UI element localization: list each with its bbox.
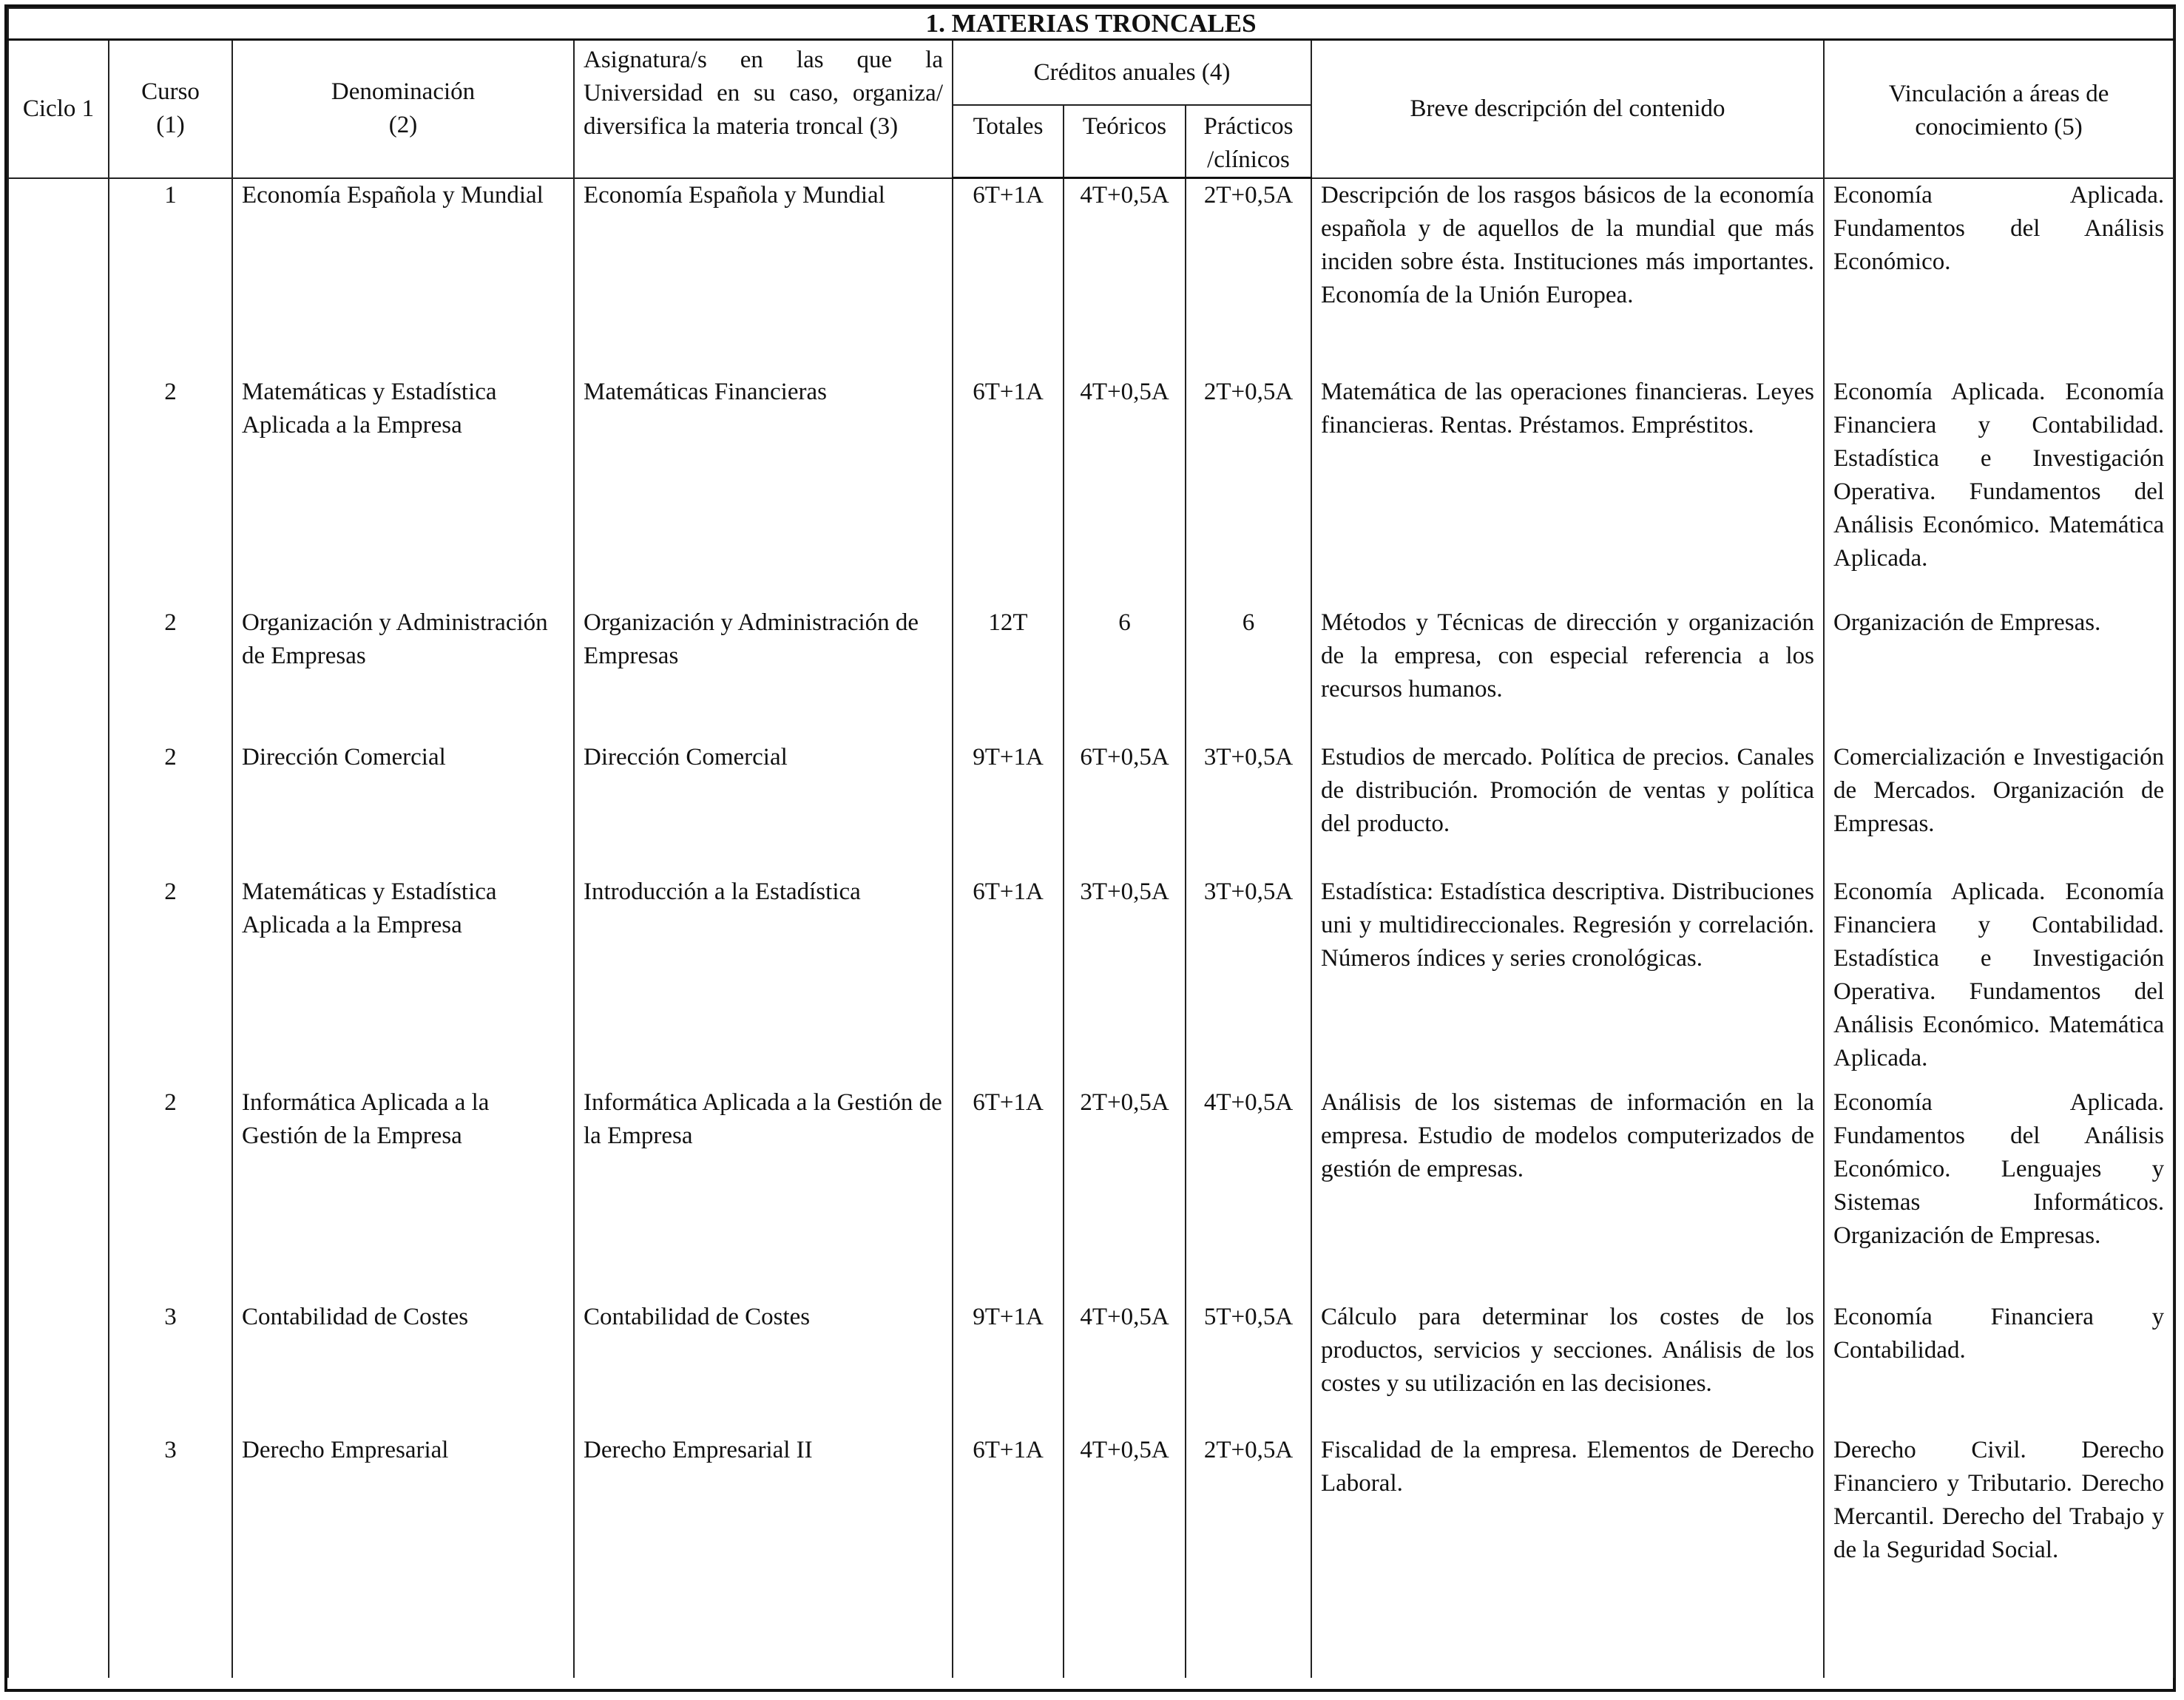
cell-curso: 2 xyxy=(109,376,232,606)
cell-descripcion: Métodos y Técnicas de dirección y organización de la empresa, con especial referencia a los recursos humanos. xyxy=(1311,606,1824,741)
header-ciclo: Ciclo 1 xyxy=(8,40,109,178)
header-curso xyxy=(109,40,232,178)
cell-practicos: 4T+0,5A xyxy=(1186,1086,1311,1301)
table-row xyxy=(8,1301,2174,1434)
cell-ciclo xyxy=(8,178,109,376)
header-denominacion-label: Denominación xyxy=(331,78,476,106)
cell-vinculacion: Derecho Civil. Derecho Financiero y Tributario. Derecho Mercantil. Derecho del Trabajo y de la Seguridad Social. xyxy=(1824,1434,2174,1678)
cell-totales: 6T+1A xyxy=(953,1086,1064,1301)
cell-denominacion: Matemáticas y Estadística Aplicada a la Empresa xyxy=(232,376,574,606)
document-sheet xyxy=(4,4,2176,1692)
table-row xyxy=(8,376,2174,606)
cell-vinculacion: Economía Aplicada. Fundamentos del Análisis Económico. xyxy=(1824,178,2174,376)
header-denominacion xyxy=(232,40,574,178)
cell-ciclo xyxy=(8,606,109,741)
header-creditos: Créditos anuales (4) xyxy=(953,40,1311,106)
cell-teoricos: 6 xyxy=(1064,606,1186,741)
cell-totales: 12T xyxy=(953,606,1064,741)
cell-vinculacion: Economía Aplicada. Economía Financiera y Contabilidad. Estadística e Investigación Operativa. Fundamentos del Análisis Económico. Matemática Aplicada. xyxy=(1824,376,2174,606)
cell-ciclo xyxy=(8,1301,109,1434)
cell-teoricos: 2T+0,5A xyxy=(1064,1086,1186,1301)
cell-teoricos: 3T+0,5A xyxy=(1064,876,1186,1086)
cell-descripcion: Estadística: Estadística descriptiva. Distribuciones uni y multidireccionales. Regresión y correlación. Números índices y series cronológicas. xyxy=(1311,876,1824,1086)
header-totales: Totales xyxy=(953,105,1064,178)
header-denominacion-note: (2) xyxy=(388,112,418,139)
table-row xyxy=(8,741,2174,876)
cell-curso: 2 xyxy=(109,876,232,1086)
cell-denominacion: Matemáticas y Estadística Aplicada a la Empresa xyxy=(232,876,574,1086)
table-title: 1. MATERIAS TRONCALES xyxy=(8,8,2174,40)
cell-vinculacion: Comercialización e Investigación de Mercados. Organización de Empresas. xyxy=(1824,741,2174,876)
cell-practicos: 3T+0,5A xyxy=(1186,876,1311,1086)
cell-vinculacion: Economía Aplicada. Fundamentos del Análisis Económico. Lenguajes y Sistemas Informáticos. Organización de Empresas. xyxy=(1824,1086,2174,1301)
cell-descripcion: Estudios de mercado. Política de precios. Canales de distribución. Promoción de ventas y política del producto. xyxy=(1311,741,1824,876)
cell-practicos: 2T+0,5A xyxy=(1186,178,1311,376)
cell-totales: 6T+1A xyxy=(953,178,1064,376)
cell-asignatura: Derecho Empresarial II xyxy=(574,1434,953,1678)
cell-curso: 1 xyxy=(109,178,232,376)
header-curso-label: Curso xyxy=(141,78,200,106)
table-row xyxy=(8,1434,2174,1678)
cell-practicos: 2T+0,5A xyxy=(1186,1434,1311,1678)
table-row xyxy=(8,178,2174,376)
cell-curso: 3 xyxy=(109,1301,232,1434)
cell-ciclo xyxy=(8,1086,109,1301)
cell-curso: 3 xyxy=(109,1434,232,1678)
cell-denominacion: Economía Española y Mundial xyxy=(232,178,574,376)
cell-vinculacion: Organización de Empresas. xyxy=(1824,606,2174,741)
header-curso-note: (1) xyxy=(156,112,185,139)
cell-curso: 2 xyxy=(109,1086,232,1301)
cell-practicos: 2T+0,5A xyxy=(1186,376,1311,606)
cell-asignatura: Economía Española y Mundial xyxy=(574,178,953,376)
cell-ciclo xyxy=(8,741,109,876)
table-row xyxy=(8,1086,2174,1301)
cell-totales: 6T+1A xyxy=(953,376,1064,606)
cell-ciclo xyxy=(8,376,109,606)
header-asignaturas: Asignatura/s en las que la Universidad en su caso, organiza/ diversifica la materia troncal (3) xyxy=(574,40,953,178)
table-row xyxy=(8,876,2174,1086)
cell-totales: 9T+1A xyxy=(953,741,1064,876)
cell-descripcion: Matemática de las operaciones financieras. Leyes financieras. Rentas. Préstamos. Empréstitos. xyxy=(1311,376,1824,606)
cell-denominacion: Organización y Administración de Empresas xyxy=(232,606,574,741)
cell-totales: 6T+1A xyxy=(953,1434,1064,1678)
cell-practicos: 6 xyxy=(1186,606,1311,741)
cell-descripcion: Fiscalidad de la empresa. Elementos de Derecho Laboral. xyxy=(1311,1434,1824,1678)
cell-practicos: 3T+0,5A xyxy=(1186,741,1311,876)
cell-totales: 6T+1A xyxy=(953,876,1064,1086)
cell-teoricos: 4T+0,5A xyxy=(1064,376,1186,606)
cell-asignatura: Matemáticas Financieras xyxy=(574,376,953,606)
table-row xyxy=(8,606,2174,741)
cell-denominacion: Dirección Comercial xyxy=(232,741,574,876)
cell-ciclo xyxy=(8,1434,109,1678)
cell-asignatura: Organización y Administración de Empresas xyxy=(574,606,953,741)
materias-table xyxy=(7,7,2174,1678)
header-teoricos: Teóricos xyxy=(1064,105,1186,178)
header-practicos: Prácticos /clínicos xyxy=(1186,105,1311,178)
cell-asignatura: Informática Aplicada a la Gestión de la Empresa xyxy=(574,1086,953,1301)
cell-curso: 2 xyxy=(109,606,232,741)
cell-practicos: 5T+0,5A xyxy=(1186,1301,1311,1434)
cell-asignatura: Introducción a la Estadística xyxy=(574,876,953,1086)
header-descripcion: Breve descripción del contenido xyxy=(1311,40,1824,178)
header-vinculacion: Vinculación a áreas de conocimiento (5) xyxy=(1824,40,2174,178)
cell-asignatura: Dirección Comercial xyxy=(574,741,953,876)
cell-descripcion: Descripción de los rasgos básicos de la economía española y de aquellos de la mundial que más inciden sobre ésta. Instituciones más importantes. Economía de la Unión Europea. xyxy=(1311,178,1824,376)
cell-descripcion: Análisis de los sistemas de información en la empresa. Estudio de modelos computerizados de gestión de empresas. xyxy=(1311,1086,1824,1301)
cell-teoricos: 4T+0,5A xyxy=(1064,1301,1186,1434)
cell-denominacion: Informática Aplicada a la Gestión de la Empresa xyxy=(232,1086,574,1301)
cell-curso: 2 xyxy=(109,741,232,876)
cell-ciclo xyxy=(8,876,109,1086)
cell-teoricos: 4T+0,5A xyxy=(1064,178,1186,376)
cell-totales: 9T+1A xyxy=(953,1301,1064,1434)
cell-vinculacion: Economía Aplicada. Economía Financiera y Contabilidad. Estadística e Investigación Operativa. Fundamentos del Análisis Económico. Matemática Aplicada. xyxy=(1824,876,2174,1086)
cell-asignatura: Contabilidad de Costes xyxy=(574,1301,953,1434)
cell-vinculacion: Economía Financiera y Contabilidad. xyxy=(1824,1301,2174,1434)
cell-denominacion: Contabilidad de Costes xyxy=(232,1301,574,1434)
cell-descripcion: Cálculo para determinar los costes de los productos, servicios y secciones. Análisis de los costes y su utilización en las decisiones. xyxy=(1311,1301,1824,1434)
cell-teoricos: 4T+0,5A xyxy=(1064,1434,1186,1678)
cell-teoricos: 6T+0,5A xyxy=(1064,741,1186,876)
cell-denominacion: Derecho Empresarial xyxy=(232,1434,574,1678)
